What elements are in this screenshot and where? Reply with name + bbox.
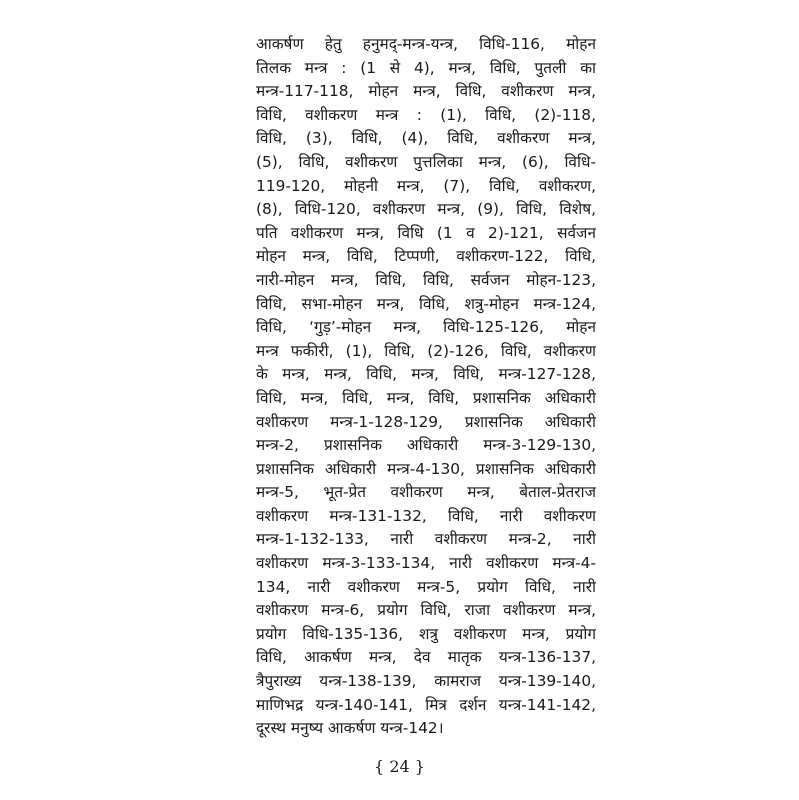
text-line: नारी-मोहन मन्त्र, विधि, विधि, सर्वजन मोहन-123, <box>256 270 596 289</box>
text-line: प्रयोग विधि-135-136, शत्रु वशीकरण मन्त्र, प्रयोग <box>256 624 596 643</box>
text-line: माणिभद्र यन्त्र-140-141, मित्र दर्शन यन्त्र-141-142, <box>256 695 596 714</box>
text-line: त्रैपुराख्य यन्त्र-138-139, कामराज यन्त्र-139-140, <box>256 672 596 691</box>
text-line: 134, नारी वशीकरण मन्त्र-5, प्रयोग विधि, नारी <box>256 577 596 596</box>
text-line: मन्त्र-5, भूत-प्रेत वशीकरण मन्त्र, बेताल-प्रेतराज <box>256 483 596 502</box>
text-line: मन्त्र-117-118, मोहन मन्त्र, विधि, वशीकरण मन्त्र, <box>256 82 596 101</box>
text-line: मोहन मन्त्र, विधि, टिप्पणी, वशीकरण-122, विधि, <box>256 247 596 266</box>
text-line: विधि, आकर्षण मन्त्र, देव मातृक यन्त्र-136-137, <box>256 648 596 667</box>
text-line: वशीकरण मन्त्र-6, प्रयोग विधि, राजा वशीकरण मन्त्र, <box>256 601 596 620</box>
text-line: 119-120, मोहनी मन्त्र, (7), विधि, वशीकरण, <box>256 176 596 195</box>
text-line: (8), विधि-120, वशीकरण मन्त्र, (9), विधि, विशेष, <box>256 200 596 219</box>
index-text-block <box>256 33 596 741</box>
text-line: विधि, ‘गुड़’-मोहन मन्त्र, विधि-125-126, मोहन <box>256 318 596 337</box>
text-line-last: दूरस्थ मनुष्य आकर्षण यन्त्र-142। <box>256 719 444 738</box>
text-line: के मन्त्र, मन्त्र, विधि, मन्त्र, विधि, मन्त्र-127-128, <box>256 365 596 384</box>
text-line: आकर्षण हेतु हनुमद्-मन्त्र-यन्त्र, विधि-116, मोहन <box>256 35 596 53</box>
text-line: मन्त्र-1-132-133, नारी वशीकरण मन्त्र-2, नारी <box>256 530 596 549</box>
page-number: { 24 } <box>374 757 425 776</box>
text-line: पति वशीकरण मन्त्र, विधि (1 व 2)-121, सर्वजन <box>256 223 596 242</box>
text-line: मन्त्र-2, प्रशासनिक अधिकारी मन्त्र-3-129-130, <box>256 436 596 455</box>
text-line: वशीकरण मन्त्र-1-128-129, प्रशासनिक अधिकारी <box>256 412 596 431</box>
text-line: वशीकरण मन्त्र-131-132, विधि, नारी वशीकरण <box>256 506 596 525</box>
text-line: प्रशासनिक अधिकारी मन्त्र-4-130, प्रशासनिक अधिकारी <box>256 459 596 478</box>
text-line: विधि, मन्त्र, विधि, मन्त्र, विधि, प्रशासनिक अधिकारी <box>256 388 596 407</box>
text-line: तिलक मन्त्र : (1 से 4), मन्त्र, विधि, पुतली का <box>256 58 596 77</box>
text-line: विधि, (3), विधि, (4), विधि, वशीकरण मन्त्र, <box>256 129 596 148</box>
text-line: वशीकरण मन्त्र-3-133-134, नारी वशीकरण मन्त्र-4- <box>256 554 596 573</box>
text-line: विधि, वशीकरण मन्त्र : (1), विधि, (2)-118, <box>256 105 596 124</box>
text-line: (5), विधि, वशीकरण पुत्तलिका मन्त्र, (6), विधि- <box>256 152 596 171</box>
text-line: मन्त्र फकीरी, (1), विधि, (2)-126, विधि, वशीकरण <box>256 341 596 360</box>
text-line: विधि, सभा-मोहन मन्त्र, विधि, शत्रु-मोहन मन्त्र-124, <box>256 294 596 313</box>
